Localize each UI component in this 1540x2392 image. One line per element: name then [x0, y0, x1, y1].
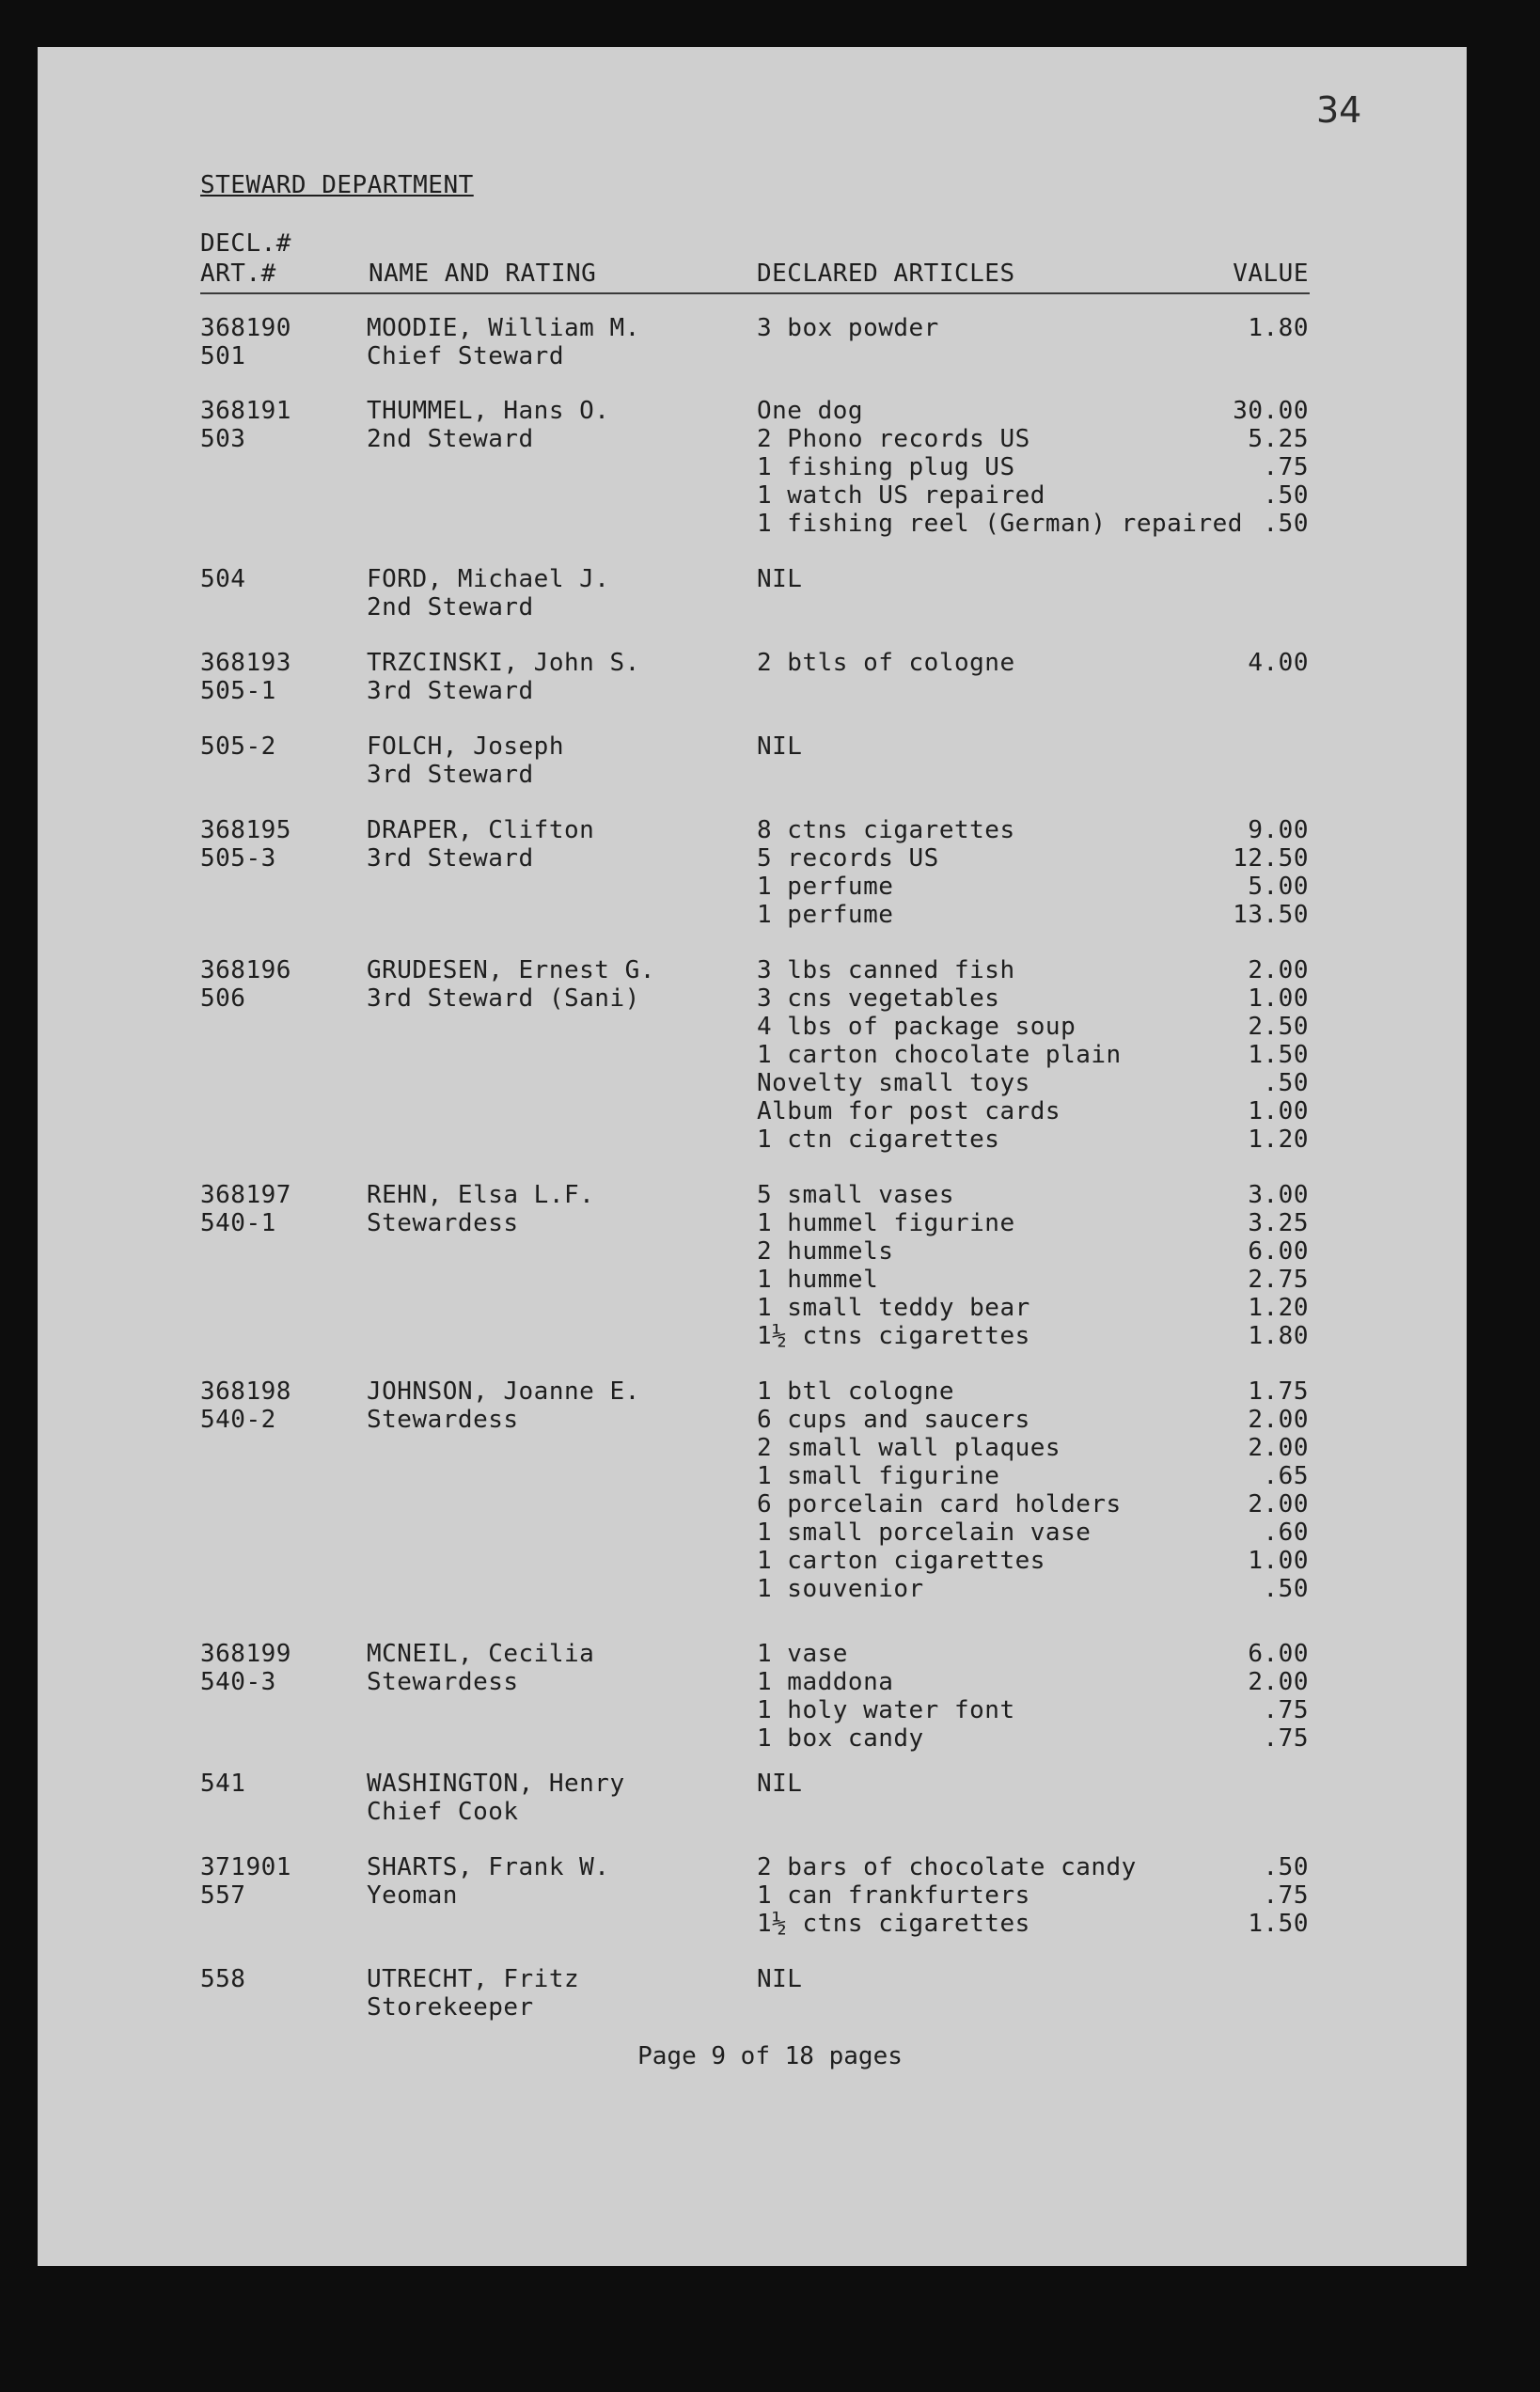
article-item: 1 fishing reel (German) repaired [757, 510, 1243, 538]
declared-articles [757, 816, 1015, 929]
article-item: 1 holy water font [757, 1696, 1015, 1724]
decl-art-number-line: 371901 [200, 1853, 291, 1881]
article-values [1091, 1770, 1309, 1798]
department-title: STEWARD DEPARTMENT [200, 171, 474, 199]
article-item: 1½ ctns cigarettes [757, 1322, 1030, 1350]
name-and-rating-line: Chief Steward [367, 342, 564, 370]
article-item: 1 vase [757, 1640, 848, 1668]
article-item: 1 carton chocolate plain [757, 1041, 1122, 1069]
declared-articles [757, 732, 802, 761]
article-value: 3.00 [1248, 1181, 1309, 1209]
article-item: 2 hummels [757, 1237, 894, 1266]
article-item: NIL [757, 1965, 803, 1993]
decl-art-number-line: 506 [200, 984, 246, 1013]
article-values [1091, 397, 1309, 538]
decl-art-number-line: 541 [200, 1770, 246, 1798]
declared-articles [757, 1181, 1030, 1350]
name-and-rating-line: TRZCINSKI, John S. [367, 649, 640, 677]
name-and-rating-line: Stewardess [367, 1668, 519, 1696]
name-and-rating-line: 2nd Steward [367, 425, 534, 453]
name-and-rating [367, 1181, 594, 1237]
article-value: 2.00 [1248, 1668, 1309, 1696]
declared-articles [757, 649, 1015, 677]
article-item: 1 hummel figurine [757, 1209, 1015, 1237]
article-value: 1.80 [1248, 1322, 1309, 1350]
article-value: 1.80 [1248, 314, 1309, 342]
article-item: 5 records US [757, 844, 939, 873]
name-and-rating [367, 1770, 625, 1826]
article-item: 3 box powder [757, 314, 939, 342]
article-value: .50 [1263, 1575, 1309, 1603]
article-values [1091, 649, 1309, 677]
name-and-rating-line: MOODIE, William M. [367, 314, 640, 342]
decl-art-number [200, 1965, 245, 1993]
article-value: 6.00 [1248, 1640, 1309, 1668]
article-item: 1 btl cologne [757, 1377, 954, 1406]
name-and-rating-line: 2nd Steward [367, 593, 534, 622]
article-item: 1 box candy [757, 1724, 924, 1753]
name-and-rating [367, 816, 594, 873]
article-values [1091, 956, 1309, 1154]
name-and-rating-line: GRUDESEN, Ernest G. [367, 956, 655, 984]
article-value: 6.00 [1248, 1237, 1309, 1266]
decl-art-number-line: 368196 [200, 956, 291, 984]
decl-art-number-line: 505-3 [200, 844, 276, 873]
article-values [1091, 732, 1309, 761]
article-value: 1.50 [1248, 1910, 1309, 1938]
name-and-rating-line: THUMMEL, Hans O. [367, 397, 610, 425]
article-value: .50 [1263, 1853, 1309, 1881]
decl-art-number-line: 503 [200, 425, 246, 453]
article-value [1091, 1770, 1309, 1798]
article-values [1091, 1853, 1309, 1938]
name-and-rating-line: FOLCH, Joseph [367, 732, 564, 761]
name-and-rating-line: Stewardess [367, 1406, 519, 1434]
declared-articles [757, 1377, 1122, 1603]
article-item: 1 can frankfurters [757, 1881, 1030, 1910]
article-item: 1 ctn cigarettes [757, 1125, 1000, 1154]
article-value: .75 [1263, 1724, 1309, 1753]
name-and-rating-line: REHN, Elsa L.F. [367, 1181, 595, 1209]
decl-art-number [200, 1770, 245, 1798]
article-item: 5 small vases [757, 1181, 954, 1209]
article-value: 2.00 [1248, 1406, 1309, 1434]
decl-art-number-line: 368193 [200, 649, 291, 677]
name-and-rating-line: Yeoman [367, 1881, 458, 1910]
article-value: 2.00 [1248, 1434, 1309, 1462]
article-value: 1.00 [1248, 1547, 1309, 1575]
article-item: 1 watch US repaired [757, 481, 1045, 510]
decl-art-number [200, 565, 245, 593]
name-and-rating-line: Storekeeper [367, 1993, 534, 2022]
decl-art-number-line: 505-2 [200, 732, 276, 761]
article-item: 6 cups and saucers [757, 1406, 1030, 1434]
decl-art-number [200, 732, 276, 761]
article-value: 5.25 [1248, 425, 1309, 453]
header-rule [200, 292, 1310, 294]
decl-art-number-line: 368195 [200, 816, 291, 844]
article-value: .65 [1263, 1462, 1309, 1490]
article-item: NIL [757, 565, 803, 593]
article-item: 2 small wall plaques [757, 1434, 1061, 1462]
decl-art-number [200, 816, 291, 873]
declared-articles [757, 1853, 1137, 1938]
article-value: 9.00 [1248, 816, 1309, 844]
name-and-rating [367, 956, 655, 1013]
decl-art-number [200, 1181, 291, 1237]
name-and-rating [367, 1640, 594, 1696]
header-decl-line2: ART.# [200, 260, 276, 288]
page-footer: Page 9 of 18 pages [637, 2042, 903, 2070]
declared-articles [757, 956, 1122, 1154]
article-value: .75 [1263, 1881, 1309, 1910]
decl-art-number [200, 314, 291, 370]
name-and-rating [367, 732, 564, 789]
article-values [1091, 314, 1309, 342]
name-and-rating-line: MCNEIL, Cecilia [367, 1640, 595, 1668]
name-and-rating [367, 314, 640, 370]
article-item: 1 maddona [757, 1668, 894, 1696]
article-item: 1 perfume [757, 873, 894, 901]
decl-art-number [200, 649, 291, 705]
article-values [1091, 1377, 1309, 1603]
article-item: 1½ ctns cigarettes [757, 1910, 1030, 1938]
decl-art-number-line: 501 [200, 342, 246, 370]
article-value [1091, 565, 1309, 593]
header-value: VALUE [1233, 260, 1309, 288]
name-and-rating [367, 397, 609, 453]
article-item: Novelty small toys [757, 1069, 1030, 1097]
decl-art-number-line: 505-1 [200, 677, 276, 705]
decl-art-number-line: 368199 [200, 1640, 291, 1668]
header-declared-articles: DECLARED ARTICLES [757, 260, 1015, 288]
article-item: 1 small figurine [757, 1462, 1000, 1490]
article-values [1091, 1181, 1309, 1350]
article-value: .75 [1263, 1696, 1309, 1724]
name-and-rating-line: 3rd Steward [367, 761, 534, 789]
article-value: 1.00 [1248, 984, 1309, 1013]
decl-art-number-line: 540-3 [200, 1668, 276, 1696]
article-item: 2 btls of cologne [757, 649, 1015, 677]
declared-articles [757, 1965, 802, 1993]
article-item: 1 perfume [757, 901, 894, 929]
decl-art-number-line: 540-1 [200, 1209, 276, 1237]
decl-art-number-line: 368197 [200, 1181, 291, 1209]
article-value: 2.50 [1248, 1013, 1309, 1041]
name-and-rating-line: UTRECHT, Fritz [367, 1965, 580, 1993]
article-value: 13.50 [1233, 901, 1309, 929]
article-value: 1.75 [1248, 1377, 1309, 1406]
decl-art-number [200, 397, 291, 453]
name-and-rating-line: Chief Cook [367, 1798, 519, 1826]
article-item: 8 ctns cigarettes [757, 816, 1015, 844]
name-and-rating-line: 3rd Steward (Sani) [367, 984, 640, 1013]
decl-art-number-line: 558 [200, 1965, 246, 1993]
article-value: 12.50 [1233, 844, 1309, 873]
article-value: .50 [1263, 1069, 1309, 1097]
decl-art-number [200, 1377, 291, 1434]
article-item: 3 cns vegetables [757, 984, 1000, 1013]
article-value: 5.00 [1248, 873, 1309, 901]
decl-art-number-line: 557 [200, 1881, 246, 1910]
article-value: 1.20 [1248, 1294, 1309, 1322]
article-value: .50 [1263, 481, 1309, 510]
name-and-rating [367, 649, 640, 705]
article-item: One dog [757, 397, 864, 425]
article-value: 3.25 [1248, 1209, 1309, 1237]
article-item: 1 carton cigarettes [757, 1547, 1045, 1575]
article-item: 2 bars of chocolate candy [757, 1853, 1137, 1881]
article-values [1091, 1640, 1309, 1753]
decl-art-number-line: 368191 [200, 397, 291, 425]
name-and-rating-line: FORD, Michael J. [367, 565, 610, 593]
decl-art-number-line: 368198 [200, 1377, 291, 1406]
article-item: NIL [757, 1770, 803, 1798]
article-value: 4.00 [1248, 649, 1309, 677]
article-item: 6 porcelain card holders [757, 1490, 1122, 1519]
name-and-rating-line: 3rd Steward [367, 677, 534, 705]
article-value: 1.00 [1248, 1097, 1309, 1125]
name-and-rating-line: JOHNSON, Joanne E. [367, 1377, 640, 1406]
article-value [1091, 1965, 1309, 1993]
article-value: 1.50 [1248, 1041, 1309, 1069]
article-values [1091, 565, 1309, 593]
article-item: NIL [757, 732, 803, 761]
article-item: Album for post cards [757, 1097, 1061, 1125]
name-and-rating-line: Stewardess [367, 1209, 519, 1237]
name-and-rating-line: 3rd Steward [367, 844, 534, 873]
decl-art-number [200, 1853, 291, 1910]
header-name-rating: NAME AND RATING [369, 260, 597, 288]
header-decl-line1: DECL.# [200, 229, 291, 258]
article-values [1091, 1965, 1309, 1993]
article-value: 1.20 [1248, 1125, 1309, 1154]
article-item: 3 lbs canned fish [757, 956, 1015, 984]
article-item: 1 small teddy bear [757, 1294, 1030, 1322]
article-value: 2.00 [1248, 1490, 1309, 1519]
article-item: 1 hummel [757, 1266, 879, 1294]
article-item: 1 souvenior [757, 1575, 924, 1603]
name-and-rating-line: DRAPER, Clifton [367, 816, 595, 844]
article-value: 30.00 [1233, 397, 1309, 425]
name-and-rating [367, 565, 609, 622]
declared-articles [757, 314, 939, 342]
page-number: 34 [1316, 89, 1362, 131]
name-and-rating [367, 1377, 640, 1434]
article-item: 1 small porcelain vase [757, 1519, 1092, 1547]
declared-articles [757, 1640, 1015, 1753]
article-value: .50 [1263, 510, 1309, 538]
decl-art-number [200, 1640, 291, 1696]
name-and-rating-line: SHARTS, Frank W. [367, 1853, 610, 1881]
article-value: 2.75 [1248, 1266, 1309, 1294]
article-value: .75 [1263, 453, 1309, 481]
article-item: 2 Phono records US [757, 425, 1030, 453]
article-value: 2.00 [1248, 956, 1309, 984]
decl-art-number-line: 368190 [200, 314, 291, 342]
name-and-rating-line: WASHINGTON, Henry [367, 1770, 625, 1798]
article-item: 4 lbs of package soup [757, 1013, 1076, 1041]
decl-art-number-line: 540-2 [200, 1406, 276, 1434]
declared-articles [757, 565, 802, 593]
article-value: .60 [1263, 1519, 1309, 1547]
article-value [1091, 732, 1309, 761]
article-item: 1 fishing plug US [757, 453, 1015, 481]
article-values [1091, 816, 1309, 929]
declared-articles [757, 1770, 802, 1798]
decl-art-number [200, 956, 291, 1013]
name-and-rating [367, 1965, 579, 2022]
decl-art-number-line: 504 [200, 565, 246, 593]
name-and-rating [367, 1853, 609, 1910]
